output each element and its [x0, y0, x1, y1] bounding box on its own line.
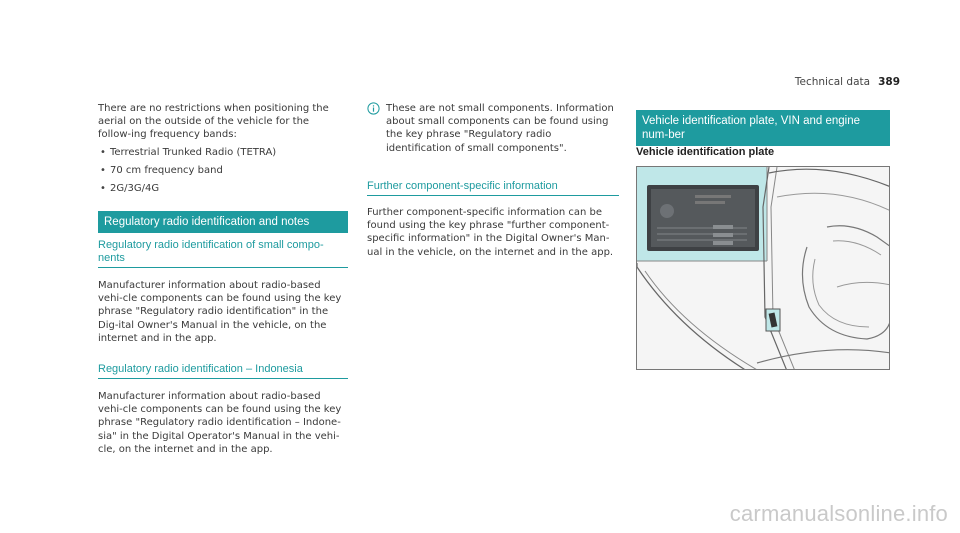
paragraph-small-components: Manufacturer information about radio-based vehi-cle components can be found using the key phrase "Regulatory radio identification" in the Dig-ital Owner's Manual in the vehicle, on the internet and in the app. — [98, 280, 342, 344]
list-item: • 70 cm frequency band — [98, 164, 344, 177]
subheading-vehicle-plate: Vehicle identification plate — [636, 146, 775, 158]
section-title: Technical data — [794, 76, 871, 88]
note-text: These are not small components. Information about small components can be found using the key phrase "Regulatory radio identification of small components". — [386, 103, 614, 154]
frequency-band-list — [98, 146, 344, 196]
watermark-text: carmanualsonline.info — [729, 501, 948, 526]
subheading-small-components: Regulatory radio identification of small compo-nents — [98, 239, 348, 268]
paragraph-indonesia: Manufacturer information about radio-based vehi-cle components can be found using the key phrase "Regulatory radio identification – Indone-sia" in the Digital Operator's Manual in the vehi-cle, on the internet and in the app. — [98, 391, 342, 455]
subheading-further-info: Further component-specific information — [367, 180, 619, 196]
car-door-pillar-illustration — [637, 167, 890, 370]
section-banner-regulatory: Regulatory radio identification and notes — [98, 211, 348, 233]
page-header — [795, 76, 900, 88]
info-note-icon — [367, 102, 380, 115]
vehicle-identification-plate-figure — [636, 166, 890, 370]
section-banner-vehicle-id: Vehicle identification plate, VIN and engine num-ber — [636, 110, 890, 146]
intro-paragraph: There are no restrictions when positioning the aerial on the outside of the vehicle for the follow-ing frequency bands: — [98, 103, 329, 141]
note-block — [367, 102, 619, 155]
subheading-indonesia: Regulatory radio identification – Indonesia — [98, 363, 348, 379]
list-item: • 2G/3G/4G — [98, 182, 344, 195]
column-left — [98, 102, 344, 200]
page-number: 389 — [878, 76, 900, 88]
paragraph-further-info: Further component-specific information can be found using the key phrase "further component-specific information" in the Digital Owner's Man-ual in the vehicle, on the internet and in the app. — [367, 207, 614, 258]
list-item: • Terrestrial Trunked Radio (TETRA) — [98, 146, 344, 159]
